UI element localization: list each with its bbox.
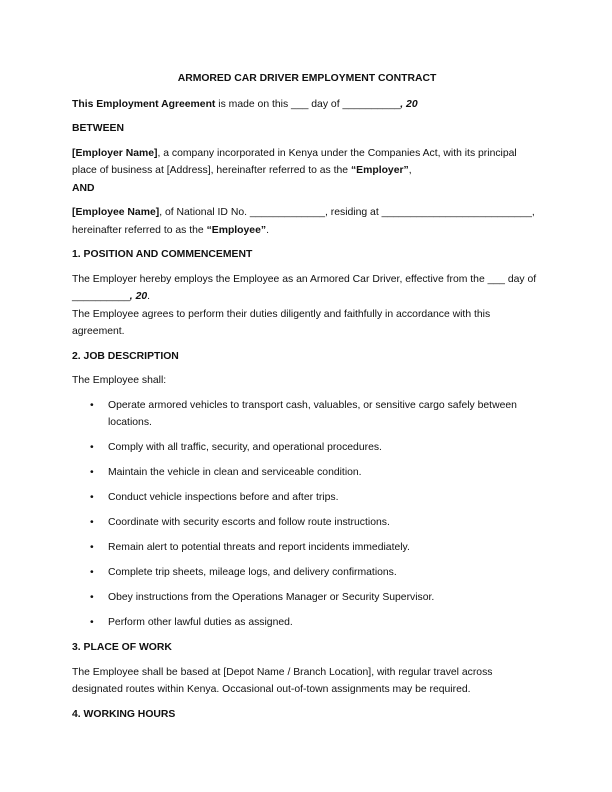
employer-ref: “Employer”: [350, 165, 409, 176]
section2-heading: 2. JOB DESCRIPTION: [72, 350, 179, 362]
list-item: • Operate armored vehicles to transport cash, valuables, or sensitive cargo safely between locations.: [72, 397, 542, 432]
intro-bold-lead: This Employment Agreement: [72, 98, 216, 110]
employee-text: , of National ID No. _____________, residing at __________________________, hereinafter referred to as the: [72, 207, 535, 236]
section3-heading: 3. PLACE OF WORK: [72, 642, 172, 653]
list-item: • Complete trip sheets, mileage logs, and delivery confirmations.: [72, 564, 542, 582]
section1-paragraph-1: [72, 271, 542, 306]
employee-name: [Employee Name]: [72, 207, 160, 218]
duties-list: [72, 397, 542, 632]
intro-year: , 20: [400, 98, 418, 110]
section1-para1-text: The Employer hereby employs the Employee as an Armored Car Driver, effective from the ___ day of __________: [72, 273, 537, 302]
intro-paragraph: [72, 96, 542, 114]
and-label: AND: [72, 182, 95, 194]
employee-end: .: [266, 224, 269, 236]
list-item: • Remain alert to potential threats and report incidents immediately.: [72, 539, 542, 557]
list-item: • Conduct vehicle inspections before and after trips.: [72, 489, 542, 507]
section3-paragraph: The Employee shall be based at [Depot Name / Branch Location], with regular travel across designated routes within Kenya. Occasional out-of-town assignments may be required.: [72, 666, 493, 695]
list-item: • Obey instructions from the Operations Manager or Security Supervisor.: [72, 589, 542, 607]
document-title: ARMORED CAR DRIVER EMPLOYMENT CONTRACT: [177, 73, 437, 84]
employer-paragraph: [72, 145, 542, 180]
employee-paragraph: [72, 204, 542, 239]
intro-text: is made on this ___ day of __________: [215, 98, 401, 110]
employee-ref: “Employee”: [206, 224, 267, 236]
section1-para1-end: .: [147, 291, 151, 302]
employer-name: [Employer Name]: [72, 147, 158, 159]
list-item: • Comply with all traffic, security, and operational procedures.: [72, 439, 542, 457]
section1-paragraph-2: The Employee agrees to perform their duties diligently and faithfully in accordance with this agreement.: [72, 308, 491, 337]
between-heading: BETWEEN: [72, 123, 124, 134]
list-item: • Maintain the vehicle in clean and serviceable condition.: [72, 464, 542, 482]
section1-heading: 1. POSITION AND COMMENCEMENT: [72, 249, 253, 260]
list-item: • Coordinate with security escorts and follow route instructions.: [72, 514, 542, 532]
section4-heading: 4. WORKING HOURS: [72, 708, 176, 720]
list-item: • Perform other lawful duties as assigned.: [72, 614, 542, 632]
employer-end: ,: [408, 165, 412, 176]
section2-lead: The Employee shall:: [72, 375, 167, 386]
section1-para1-year: , 20: [129, 291, 148, 302]
employer-text: , a company incorporated in Kenya under the Companies Act, with its principal place of business at [Address], hereinafter referred to as the: [72, 147, 517, 176]
document-body: [72, 70, 542, 730]
